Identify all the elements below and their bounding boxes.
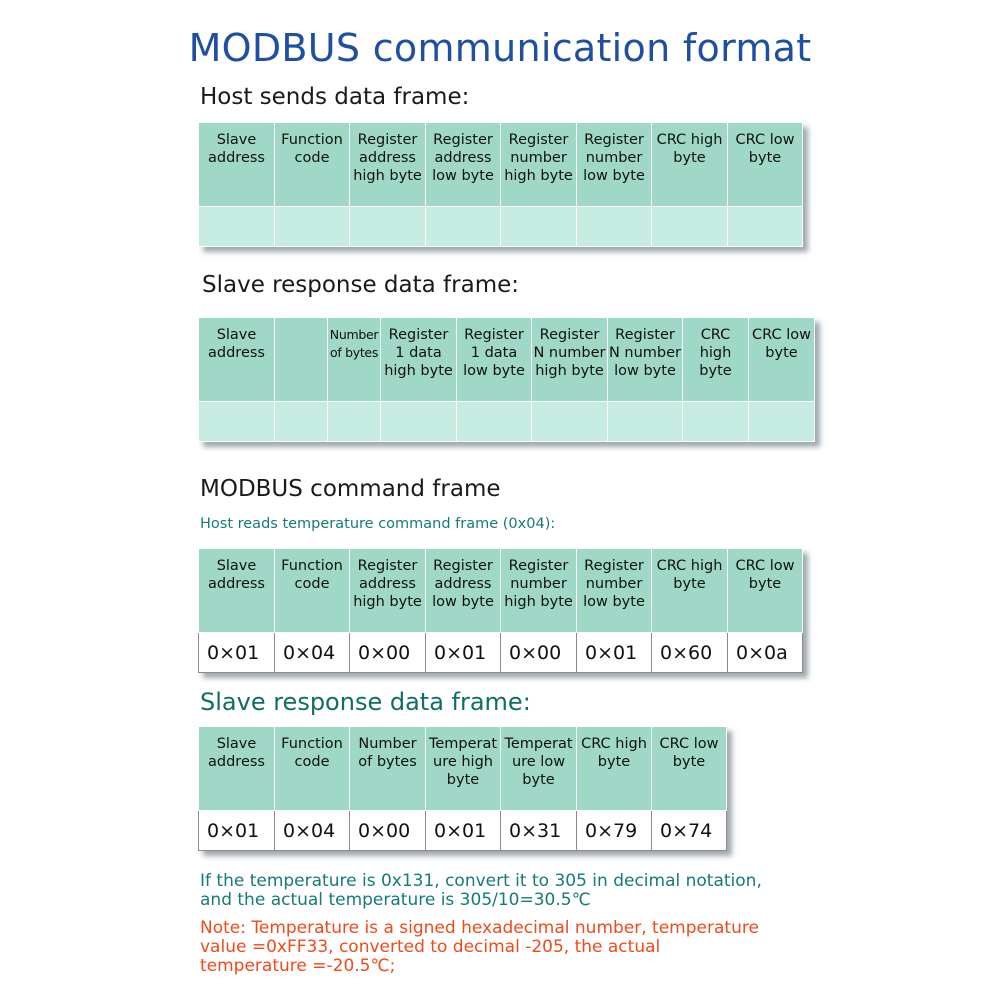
header-cell-line: Function [281,736,343,752]
header-cell [275,318,328,402]
header-cell-line: CRC high [699,327,732,361]
warning-note-line: temperature =-20.5℃; [200,956,396,976]
header-cell [501,727,577,811]
page-title: MODBUS communication format [188,26,812,70]
warning-note [200,919,759,976]
header-cell-line: byte [765,345,798,361]
header-cell-line: byte [673,150,706,166]
header-cell-line: number [585,576,643,592]
empty-cell [381,402,457,442]
header-cell-line: Register [388,327,449,343]
header-cell [577,549,652,633]
header-cell [426,727,501,811]
header-cell [199,123,275,207]
header-cell-line: address [434,576,492,592]
header-cell-line: Slave [216,736,257,752]
header-cell-line: address [208,576,265,592]
command-frame-subheading: Host reads temperature command frame (0x04): [200,516,556,532]
header-cell-line: Register [584,558,644,574]
header-cell [426,549,501,633]
header-cell-line: CRC high [581,736,647,752]
header-cell-line: CRC low [659,736,719,752]
header-cell-line: Number [329,327,379,342]
header-cell-line: Slave [216,132,257,148]
warning-note-line: value =0xFF33, converted to decimal -205, the actual [200,937,661,957]
header-row [199,727,727,811]
warning-note-line: Note: Temperature is a signed hexadecimal number, temperature [200,918,759,938]
header-cell [532,318,608,402]
header-cell-line: CRC high [656,558,723,574]
value-cell: 0×04 [275,811,350,851]
header-cell-line: Function [281,132,343,148]
header-cell [275,549,350,633]
empty-cell [652,207,728,247]
value-cell: 0×01 [426,811,501,851]
header-cell-line: CRC low [735,132,795,148]
value-row [199,811,727,851]
value-cell: 0×60 [652,633,728,673]
header-cell-line: byte [597,754,631,770]
header-cell-line: Register [508,132,569,148]
conversion-note-line: and the actual temperature is 305/10=30.5℃ [200,890,591,910]
header-cell-line: low byte [463,363,525,379]
value-cell: 0×79 [577,811,652,851]
value-cell: 0×00 [350,811,426,851]
header-cell-line: code [294,150,330,166]
header-cell-line: Register [433,132,493,148]
host-request-frame-table [198,122,803,247]
header-cell [199,318,275,402]
header-cell-line: byte [672,754,706,770]
header-cell-line: code [294,754,330,770]
empty-cell [683,402,749,442]
conversion-note-line: If the temperature is 0x131, convert it to 305 in decimal notation, [200,871,762,891]
value-cell: 0×00 [501,633,577,673]
header-cell-line: high byte [504,594,573,610]
header-cell [683,318,749,402]
header-cell-line: ure low [511,754,566,770]
header-cell-line: N number [608,345,682,361]
empty-cell [199,402,275,442]
header-cell [652,549,728,633]
header-cell-line: Function [281,558,343,574]
header-cell-line: address [208,150,265,166]
header-cell-line: high byte [535,363,604,379]
empty-cell [350,207,426,247]
header-cell-line: byte [748,576,782,592]
header-cell-line: Register [615,327,675,343]
header-cell-line: high byte [384,363,453,379]
header-cell [749,318,815,402]
conversion-note [200,872,762,910]
value-cell: 0×01 [426,633,501,673]
header-cell [728,123,803,207]
header-cell-line: 1 data [470,345,518,361]
value-row [199,633,803,673]
header-cell [728,549,803,633]
header-cell-line: Register [508,558,569,574]
empty-value-row [199,402,815,442]
empty-cell [501,207,577,247]
slave-response-heading: Slave response data frame: [202,272,520,298]
header-cell [457,318,532,402]
header-row [199,123,803,207]
empty-cell [532,402,608,442]
header-cell-line: byte [699,363,732,379]
header-cell [350,549,426,633]
value-cell: 0×04 [275,633,350,673]
header-cell [652,727,727,811]
header-cell-line: number [510,150,567,166]
header-cell-line: address [208,754,265,770]
temperature-response-table [198,726,727,851]
header-cell-line: Slave [216,558,257,574]
empty-cell [199,207,275,247]
header-cell-line: CRC low [752,327,811,343]
empty-cell [275,207,350,247]
header-cell-line: Register [539,327,600,343]
header-cell [608,318,683,402]
header-cell-line: low byte [614,363,676,379]
header-cell-line: low byte [583,168,645,184]
header-cell-line: CRC low [735,558,795,574]
value-cell: 0×01 [199,811,275,851]
header-cell [577,727,652,811]
header-cell-line: high byte [504,168,573,184]
slave-response-heading-2: Slave response data frame: [200,688,531,716]
header-cell [501,549,577,633]
header-cell [350,123,426,207]
header-cell [381,318,457,402]
value-cell: 0×74 [652,811,727,851]
header-cell-line: 1 data [395,345,442,361]
header-cell-line: low byte [432,594,494,610]
header-cell [199,549,275,633]
header-cell-line: of bytes [358,754,417,770]
header-cell-line: Register [357,132,418,148]
header-cell-line: address [208,345,265,361]
empty-cell [577,207,652,247]
header-cell-line: byte [673,576,706,592]
header-cell [501,123,577,207]
header-cell-line: address [359,576,416,592]
value-cell: 0×00 [350,633,426,673]
value-cell: 0×0a [728,633,803,673]
header-cell-line: address [434,150,492,166]
temperature-command-table [198,548,803,673]
header-cell-line: CRC high [656,132,723,148]
header-cell-line: Temperat [504,736,573,752]
header-cell-line: number [510,576,567,592]
header-row [199,549,803,633]
header-cell [652,123,728,207]
header-cell [328,318,381,402]
header-cell [350,727,426,811]
header-cell-line: address [359,150,416,166]
empty-cell [275,402,328,442]
header-cell-line: Register [357,558,418,574]
header-cell-line: high byte [353,168,422,184]
slave-response-frame-table [198,317,815,442]
header-cell-line: of bytes [329,345,379,360]
header-cell-line: byte [446,772,480,788]
header-cell [577,123,652,207]
header-cell-line: Number [358,736,417,752]
empty-cell [728,207,803,247]
header-cell [275,123,350,207]
host-sends-heading: Host sends data frame: [200,84,470,110]
header-cell-line: high byte [353,594,422,610]
header-cell-line: Register [464,327,524,343]
empty-cell [457,402,532,442]
value-cell: 0×01 [577,633,652,673]
header-cell-line: Temperat [428,736,498,752]
header-cell-line: Register [584,132,644,148]
empty-cell [426,207,501,247]
header-cell [199,727,275,811]
empty-cell [328,402,381,442]
command-frame-heading: MODBUS command frame [200,476,501,502]
header-cell-line: N number [533,345,606,361]
empty-cell [608,402,683,442]
header-cell-line: Slave [216,327,257,343]
header-cell-line: Register [433,558,493,574]
header-cell-line: ure high [433,754,493,770]
header-cell-line: low byte [432,168,494,184]
header-cell-line: low byte [583,594,645,610]
header-cell [275,727,350,811]
header-cell-line: byte [522,772,555,788]
empty-cell [749,402,815,442]
header-row [199,318,815,402]
empty-value-row [199,207,803,247]
header-cell-line: code [294,576,330,592]
value-cell: 0×31 [501,811,577,851]
header-cell-line: number [585,150,643,166]
header-cell [426,123,501,207]
value-cell: 0×01 [199,633,275,673]
header-cell-line: byte [748,150,782,166]
